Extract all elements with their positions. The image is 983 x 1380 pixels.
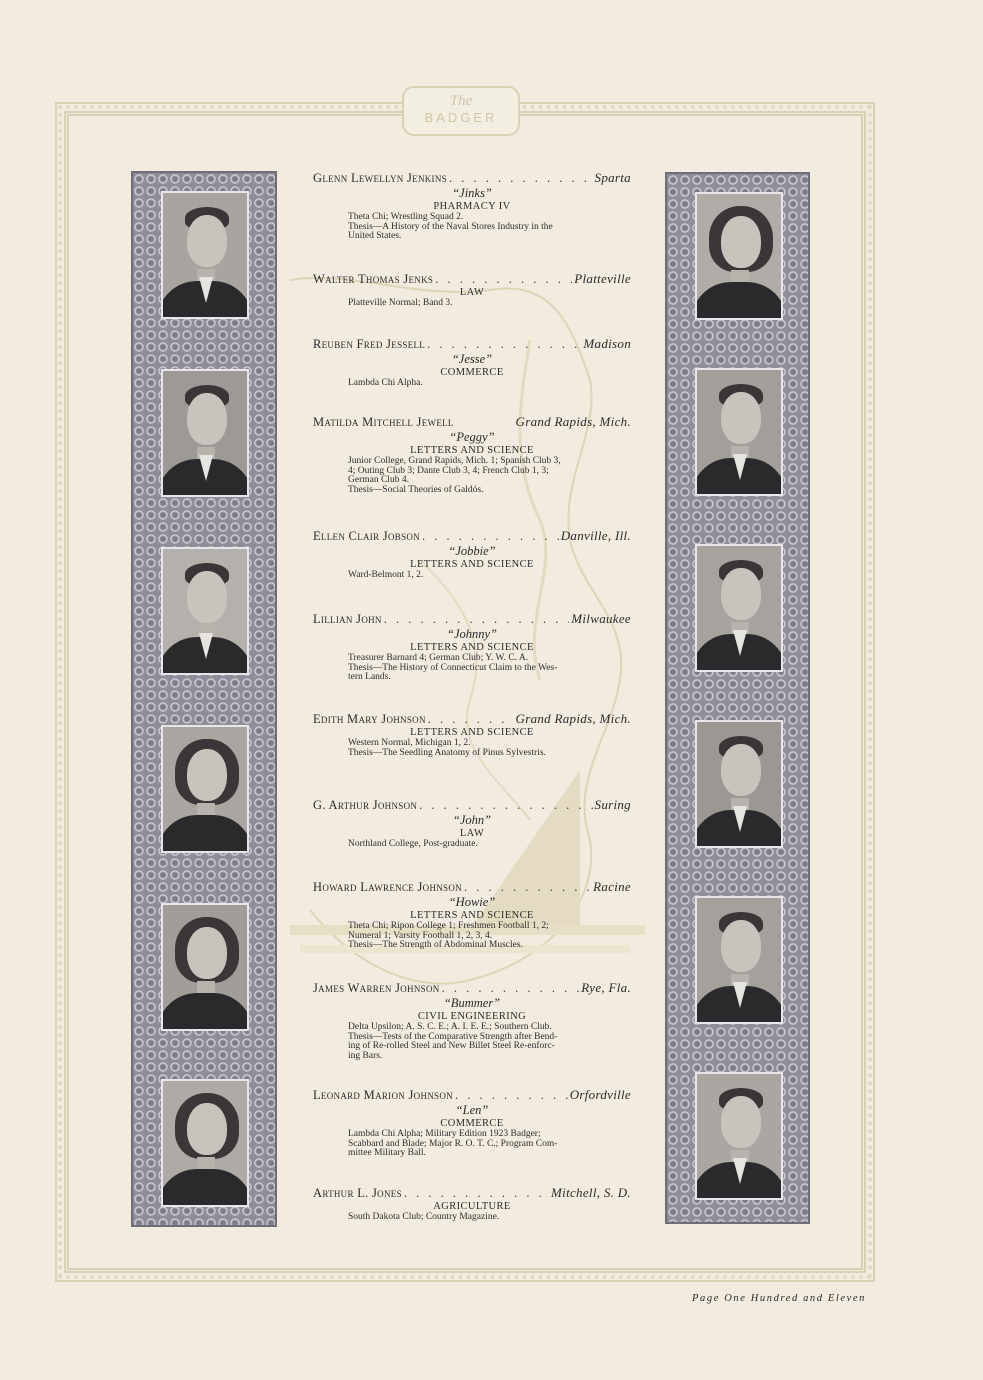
portrait-column-right: [665, 172, 810, 1224]
student-entry: [313, 980, 631, 1061]
student-hometown: Grand Rapids, Mich.: [515, 414, 631, 429]
student-entry: [313, 797, 631, 850]
detail-line: Ward-Belmont 1, 2.: [348, 570, 424, 580]
student-nickname: “Howie”: [448, 895, 496, 909]
student-name: Glenn Lewellyn Jenkins: [313, 171, 447, 185]
detail-line: Theta Chi; Wrestling Squad 2.: [348, 212, 464, 222]
detail-line: Theta Chi; Ripon College 1; Freshmen Football 1, 2;: [348, 921, 549, 931]
student-hometown: Mitchell, S. D.: [551, 1185, 631, 1200]
student-details: [348, 654, 631, 683]
student-hometown: Orfordville: [569, 1087, 631, 1102]
detail-line: tern Lands.: [348, 672, 391, 683]
student-nickname: “John”: [452, 813, 492, 827]
student-name: Leonard Marion Johnson: [313, 1088, 453, 1102]
student-details: [348, 457, 631, 495]
student-course: CIVIL ENGINEERING: [417, 1011, 527, 1022]
detail-line: Thesis—Tests of the Comparative Strength after Bend-: [348, 1031, 558, 1042]
student-course: LETTERS AND SCIENCE: [410, 727, 534, 738]
portrait-photo: [161, 725, 249, 853]
portrait-photo: [161, 191, 249, 319]
student-hometown: Madison: [583, 336, 631, 351]
portrait-photo: [695, 368, 783, 496]
detail-line: Thesis—The History of Connecticut Claim to the Wes-: [348, 662, 558, 673]
detail-line: Lambda Chi Alpha.: [348, 378, 423, 388]
student-nickname: “Johnny”: [447, 627, 497, 641]
student-entry: [313, 414, 631, 495]
detail-line: Platteville Normal; Band 3.: [348, 298, 453, 308]
student-course: COMMERCE: [440, 1118, 504, 1129]
detail-line: Thesis—Social Theories of Galdós.: [348, 484, 484, 495]
student-name: G. Arthur Johnson: [313, 798, 418, 812]
detail-line: ing of Re-rolled Steel and New Billet Steel Re-enforc-: [348, 1041, 555, 1052]
detail-line: Delta Upsilon; A. S. C. E.; A. I. E. E.; Southern Club.: [348, 1022, 552, 1032]
portrait-photo: [695, 896, 783, 1024]
detail-line: United States.: [348, 231, 402, 242]
student-details: [348, 922, 631, 951]
detail-line: Numeral 1; Varsity Football 1, 2, 3, 4.: [348, 930, 493, 941]
student-details: [348, 379, 631, 389]
portrait-photo: [695, 544, 783, 672]
student-entry: [313, 1087, 631, 1159]
portrait-column-left: [131, 171, 277, 1227]
student-name: Ellen Clair Jobson: [313, 529, 420, 543]
student-details: [348, 739, 631, 758]
student-details: [348, 1213, 631, 1223]
detail-line: Junior College, Grand Rapids, Mich. 1; Spanish Club 3,: [348, 456, 561, 466]
student-name: James Warren Johnson: [313, 981, 440, 995]
student-hometown: Sparta: [594, 170, 631, 185]
student-course: LETTERS AND SCIENCE: [410, 559, 534, 570]
portrait-photo: [695, 1072, 783, 1200]
student-entry: [313, 170, 631, 242]
student-hometown: Danville, Ill.: [560, 528, 631, 543]
student-nickname: “Bummer”: [443, 996, 501, 1010]
student-details: [348, 1023, 631, 1061]
detail-line: Thesis—The Seedling Anatomy of Pinus Sylvestris.: [348, 747, 546, 758]
portrait-photo: [161, 369, 249, 497]
student-name: Howard Lawrence Johnson: [313, 880, 462, 894]
crest-name: BADGER: [424, 110, 498, 125]
student-entry: [313, 336, 631, 389]
detail-line: Western Normal, Michigan 1, 2.: [348, 738, 471, 748]
student-course: LETTERS AND SCIENCE: [410, 642, 534, 653]
student-nickname: “Jesse”: [451, 352, 493, 366]
student-hometown: Racine: [593, 879, 631, 894]
student-hometown: Grand Rapids, Mich.: [515, 711, 631, 726]
detail-line: Northland College, Post-graduate.: [348, 839, 478, 849]
student-details: [348, 571, 631, 581]
student-name: Matilda Mitchell Jewell: [313, 415, 454, 429]
student-course: LETTERS AND SCIENCE: [410, 910, 534, 921]
student-nickname: “Jobbie”: [448, 544, 496, 558]
detail-line: Thesis—A History of the Naval Stores Industry in the: [348, 221, 553, 232]
student-name: Arthur L. Jones: [313, 1186, 402, 1200]
student-hometown: Rye, Fla.: [581, 980, 631, 995]
student-entry: [313, 271, 631, 309]
portrait-photo: [695, 720, 783, 848]
page-number-footer: Page One Hundred and Eleven: [692, 1293, 867, 1304]
student-course: LAW: [459, 287, 485, 298]
student-course: LAW: [459, 828, 485, 839]
student-entry: [313, 611, 631, 683]
student-nickname: “Peggy”: [449, 430, 495, 444]
detail-line: Scabbard and Blade; Major R. O. T. C.; Program Com-: [348, 1138, 558, 1149]
student-details: [348, 299, 631, 309]
student-details: [348, 1130, 631, 1159]
portrait-photo: [161, 903, 249, 1031]
student-name: Reuben Fred Jessell: [313, 337, 426, 351]
student-nickname: “Len”: [455, 1103, 489, 1117]
student-name: Walter Thomas Jenks: [313, 272, 434, 286]
detail-line: ing Bars.: [348, 1050, 383, 1061]
student-details: [348, 213, 631, 242]
student-course: PHARMACY IV: [433, 201, 511, 212]
detail-line: Treasurer Barnard 4; German Club; Y. W. C. A.: [348, 653, 529, 663]
student-details: [348, 840, 631, 850]
crest-the: The: [449, 93, 473, 109]
student-course: LETTERS AND SCIENCE: [410, 445, 534, 456]
student-hometown: Milwaukee: [571, 611, 631, 626]
detail-line: mittee Military Ball.: [348, 1148, 426, 1159]
student-nickname: “Jinks”: [452, 186, 492, 200]
detail-line: 4; Outing Club 3; Dante Club 3, 4; French Club 1, 3;: [348, 465, 549, 476]
student-hometown: Suring: [594, 797, 631, 812]
portrait-photo: [161, 547, 249, 675]
portrait-photo: [161, 1079, 249, 1207]
detail-line: South Dakota Club; Country Magazine.: [348, 1212, 500, 1222]
student-name: Lillian John: [313, 612, 382, 626]
detail-line: Thesis—The Strength of Abdominal Muscles.: [348, 940, 523, 951]
student-entry: [313, 528, 631, 581]
student-entry: [313, 1185, 631, 1223]
detail-line: Lambda Chi Alpha; Military Edition 1923 Badger;: [348, 1129, 541, 1139]
badger-crest-logo: [402, 86, 520, 136]
student-course: AGRICULTURE: [433, 1201, 511, 1212]
student-hometown: Platteville: [574, 271, 631, 286]
student-course: COMMERCE: [440, 367, 504, 378]
student-name: Edith Mary Johnson: [313, 712, 426, 726]
student-entry: [313, 711, 631, 758]
detail-line: German Club 4.: [348, 475, 409, 486]
student-entry: [313, 879, 631, 951]
portrait-photo: [695, 192, 783, 320]
